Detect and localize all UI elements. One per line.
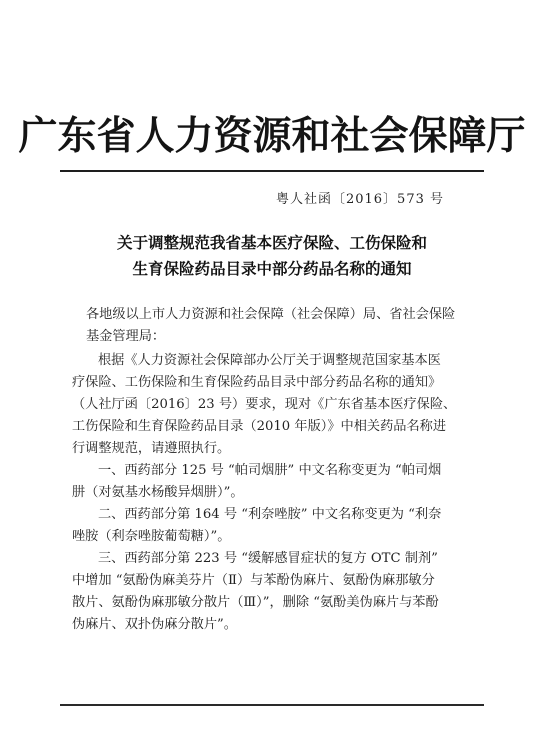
paragraph-item-2 xyxy=(72,504,472,548)
document-body xyxy=(72,350,472,636)
document-subject xyxy=(60,230,484,282)
addressee-line: 各地级以上市人力资源和社会保障（社会保障）局、省社会保险 xyxy=(86,307,456,322)
org-title: 广东省人力资源和社会保障厅 xyxy=(18,113,526,159)
paragraph-line: 疗保险、工伤保险和生育保险药品目录中部分药品名称的通知》 xyxy=(72,375,442,390)
paragraph-line: 伪麻片、双扑伪麻分散片”。 xyxy=(72,617,237,632)
footer-divider xyxy=(60,704,484,706)
paragraph-line: （人社厅函〔2016〕23 号）要求，现对《广东省基本医疗保险、 xyxy=(72,397,457,412)
paragraph-line: 三、西药部分第 223 号 “缓解感冒症状的复方 OTC 制剂” xyxy=(98,551,438,566)
paragraph-line: 散片、氨酚伪麻那敏分散片（Ⅲ）”，删除 “氨酚美伪麻片与苯酚 xyxy=(72,595,439,610)
paragraph-item-3 xyxy=(72,548,472,636)
addressee xyxy=(86,304,466,348)
paragraph-line: 行调整规范，请遵照执行。 xyxy=(72,441,231,456)
subject-line: 生育保险药品目录中部分药品名称的通知 xyxy=(132,259,412,278)
paragraph-line: 二、西药部分第 164 号 “利奈唑胺” 中文名称变更为 “利奈 xyxy=(98,507,442,522)
document-number: 粤人社函〔2016〕573 号 xyxy=(275,192,444,207)
paragraph-line: 一、西药部分 125 号 “帕司烟肼” 中文名称变更为 “帕司烟 xyxy=(98,463,442,478)
paragraph-line: 工伤保险和生育保险药品目录（2010 年版）》中相关药品名称进 xyxy=(72,419,447,434)
paragraph-line: 根据《人力资源社会保障部办公厅关于调整规范国家基本医 xyxy=(98,353,441,368)
addressee-line: 基金管理局： xyxy=(86,329,166,344)
paragraph-basis xyxy=(72,350,472,460)
header-divider xyxy=(60,170,484,172)
paragraph-line: 肼（对氨基水杨酸异烟肼）”。 xyxy=(72,485,244,500)
paragraph-line: 唑胺（利奈唑胺葡萄糖）”。 xyxy=(72,529,231,544)
paragraph-line: 中增加 “氨酚伪麻美芬片（Ⅱ）与苯酚伪麻片、氨酚伪麻那敏分 xyxy=(72,573,435,588)
paragraph-item-1 xyxy=(72,460,472,504)
subject-line: 关于调整规范我省基本医疗保险、工伤保险和 xyxy=(116,233,427,252)
